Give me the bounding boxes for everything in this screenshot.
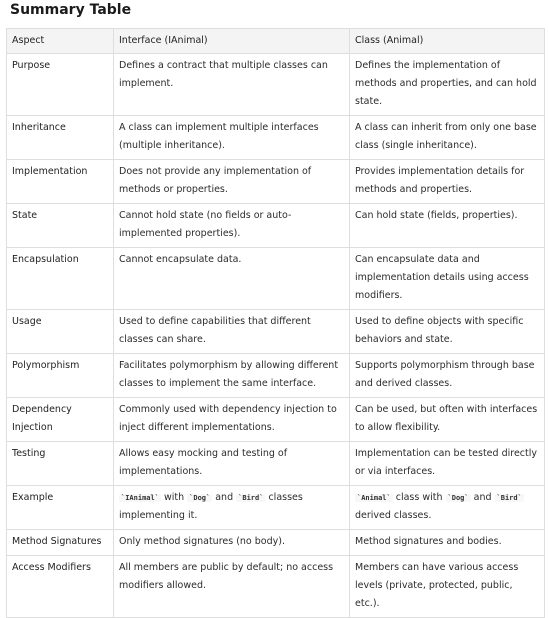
table-row: [7, 354, 545, 398]
row-interface: Facilitates polymorphism by allowing different classes to implement the same interface.: [114, 354, 350, 398]
row-aspect: Implementation: [7, 160, 114, 204]
row-class: Can hold state (fields, properties).: [350, 204, 545, 248]
row-interface: Used to define capabilities that different classes can share.: [114, 310, 350, 354]
row-class: Defines the implementation of methods and properties, and can hold state.: [350, 54, 545, 116]
inline-text: and: [470, 492, 495, 503]
inline-code: `Bird`: [496, 494, 522, 502]
page-title: Summary Table: [10, 2, 132, 18]
row-interface: A class can implement multiple interfaces (multiple inheritance).: [114, 116, 350, 160]
inline-text: class with: [392, 492, 446, 503]
row-aspect: Access Modifiers: [7, 556, 114, 618]
table-row: [7, 116, 545, 160]
inline-text: derived classes.: [355, 510, 432, 521]
table-row: [7, 310, 545, 354]
row-interface: Cannot hold state (no fields or auto-implemented properties).: [114, 204, 350, 248]
table-row: [7, 486, 545, 530]
table-row: [7, 556, 545, 618]
row-class: Implementation can be tested directly or via interfaces.: [350, 442, 545, 486]
table-row: [7, 160, 545, 204]
row-aspect: Usage: [7, 310, 114, 354]
inline-code: `Bird`: [238, 494, 264, 502]
summary-table: [6, 28, 545, 618]
inline-code: `Animal`: [357, 494, 391, 502]
row-aspect: State: [7, 204, 114, 248]
table-row: [7, 398, 545, 442]
table-row: [7, 442, 545, 486]
row-class: Members can have various access levels (private, protected, public, etc.).: [350, 556, 545, 618]
table-row: [7, 54, 545, 116]
row-interface: Does not provide any implementation of methods or properties.: [114, 160, 350, 204]
row-interface: [114, 486, 350, 530]
row-interface: Defines a contract that multiple classes can implement.: [114, 54, 350, 116]
table-row: [7, 530, 545, 556]
row-interface: Cannot encapsulate data.: [114, 248, 350, 310]
header-interface: Interface (IAnimal): [114, 29, 350, 54]
row-class: A class can inherit from only one base class (single inheritance).: [350, 116, 545, 160]
summary-table-container: [6, 28, 544, 618]
row-aspect: Example: [7, 486, 114, 530]
header-class: Class (Animal): [350, 29, 545, 54]
row-aspect: Testing: [7, 442, 114, 486]
row-class: [350, 486, 545, 530]
row-interface: All members are public by default; no access modifiers allowed.: [114, 556, 350, 618]
inline-code: `Dog`: [189, 494, 211, 502]
row-interface: Commonly used with dependency injection to inject different implementations.: [114, 398, 350, 442]
row-class: Supports polymorphism through base and derived classes.: [350, 354, 545, 398]
row-aspect: Inheritance: [7, 116, 114, 160]
row-class: Method signatures and bodies.: [350, 530, 545, 556]
inline-code: `Dog`: [447, 494, 469, 502]
row-class: Can be used, but often with interfaces to allow flexibility.: [350, 398, 545, 442]
inline-text: and: [212, 492, 237, 503]
inline-code: `IAnimal`: [121, 494, 159, 502]
row-interface: Allows easy mocking and testing of implementations.: [114, 442, 350, 486]
row-interface: Only method signatures (no body).: [114, 530, 350, 556]
row-aspect: Method Signatures: [7, 530, 114, 556]
table-row: [7, 248, 545, 310]
inline-text: with: [160, 492, 188, 503]
table-row: [7, 204, 545, 248]
row-class: Provides implementation details for methods and properties.: [350, 160, 545, 204]
row-aspect: Encapsulation: [7, 248, 114, 310]
table-header-row: [7, 29, 545, 54]
row-aspect: Dependency Injection: [7, 398, 114, 442]
row-class: Can encapsulate data and implementation details using access modifiers.: [350, 248, 545, 310]
row-aspect: Polymorphism: [7, 354, 114, 398]
row-class: Used to define objects with specific behaviors and state.: [350, 310, 545, 354]
row-aspect: Purpose: [7, 54, 114, 116]
header-aspect: Aspect: [7, 29, 114, 54]
inline-text: classes implementing it.: [119, 492, 303, 521]
